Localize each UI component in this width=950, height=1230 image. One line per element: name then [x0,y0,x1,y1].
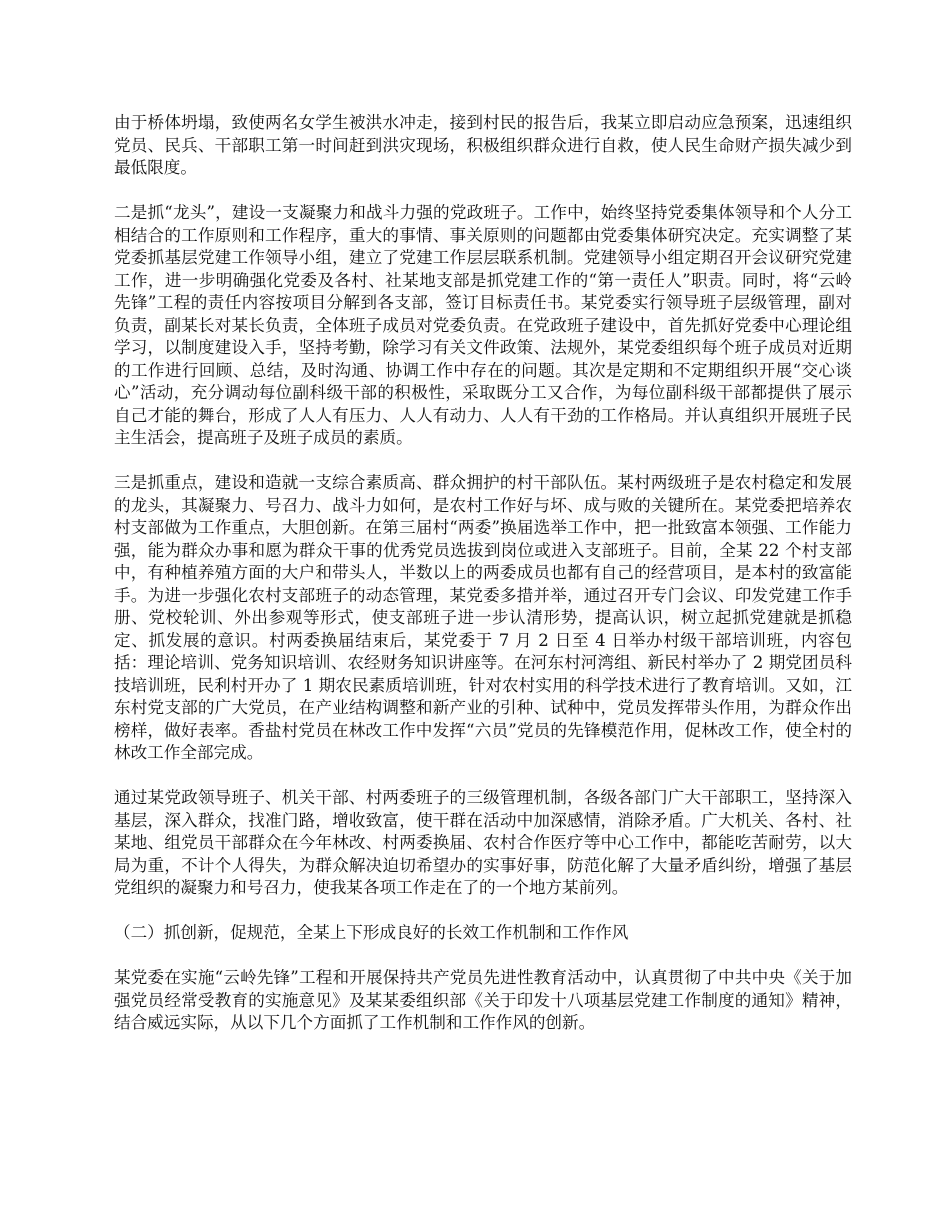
paragraph-flood-response: 由于桥体坍塌，致使两名女学生被洪水冲走，接到村民的报告后，我某立即启动应急预案，迅速组织党员、民兵、干部职工第一时间赶到洪灾现场，积极组织群众进行自救，使人民生命财产损失减少到最低限度。 [114,113,852,177]
paragraph-management-mechanism: 通过某党政领导班子、机关干部、村两委班子的三级管理机制，各级各部门广大干部职工，坚持深入基层，深入群众，找准门路，增收致富，使干群在活动中加深感情，消除矛盾。广大机关、各村、社某地、组党员干部群众在今年林改、村两委换届、农村合作医疗等中心工作中，都能吃苦耐劳，以大局为重，不计个人得失，为群众解决迫切希望办的实事好事，防范化解了大量矛盾纠纷，增强了基层党组织的凝聚力和号召力，使我某各项工作走在了的一个地方某前列。 [114,788,852,897]
section-heading-innovation: （二）抓创新，促规范，全某上下形成良好的长效工作机制和工作作风 [114,923,629,942]
paragraph-innovation-intro: 某党委在实施“云岭先锋”工程和开展保持共产党员先进性教育活动中，认真贯彻了中共中央《关于加强党员经常受教育的实施意见》及某某委组织部《关于印发十八项基层党建工作制度的通知》精神，结合威远实际，从以下几个方面抓了工作机制和工作作风的创新。 [114,968,852,1032]
paragraph-village-cadres: 三是抓重点，建设和造就一支综合素质高、群众拥护的村干部队伍。某村两级班子是农村稳定和发展的龙头，其凝聚力、号召力、战斗力如何，是农村工作好与坏、成与败的关键所在。某党委把培养农村支部做为工作重点，大胆创新。在第三届村“两委”换届选举工作中，把一批致富本领强、工作能力强，能为群众办事和愿为群众干事的优秀党员选拔到岗位或进入支部班子。目前，全某 22 个村支部中，有种植养殖方面的大户和带头人，半数以上的两委成员也都有自己的经营项目，是本村的致富能手。为进一步强化农村支部班子的动态管理，某党委多措并举，通过召开专门会议、印发党建工作手册、党校轮训、外出参观等形式，使支部班子进一步认清形势，提高认识，树立起抓党建就是抓稳定、抓发展的意识。村两委换届结束后，某党委于 7 月 2 日至 4 日举办村级干部培训班，内容包括：理论培训、党务知识培训、农经财务知识讲座等。在河东村河湾组、新民村举办了 2 期党团员科技培训班，民利村开办了 1 期农民素质培训班，针对农村实用的科学技术进行了教育培训。又如，江东村党支部的广大党员，在产业结构调整和新产业的引种、试种中，党员发挥带头作用，为群众作出榜样，做好表率。香盐村党员在林改工作中发挥“六员”党员的先锋模范作用，促林改工作，使全村的林改工作全部完成。 [114,473,852,762]
document-body [114,112,852,1035]
paragraph-leadership-team: 二是抓“龙头”，建设一支凝聚力和战斗力强的党政班子。工作中，始终坚持党委集体领导和个人分工相结合的工作原则和工作程序，重大的事情、事关原则的问题都由党委集体研究决定。充实调整了某党委抓基层党建工作领导小组，建立了党建工作层层联系机制。党建领导小组定期召开会议研究党建工作，进一步明确强化党委及各村、社某地支部是抓党建工作的“第一责任人”职责。同时，将“云岭先锋”工程的责任内容按项目分解到各支部，签订目标责任书。某党委实行领导班子层级管理，副对负责，副某长对某长负责，全体班子成员对党委负责。在党政班子建设中，首先抓好党委中心理论组学习，以制度建设入手，坚持考勤，除学习有关文件政策、法规外，某党委组织每个班子成员对近期的工作进行回顾、总结，及时沟通、协调工作中存在的问题。其次是定期和不定期组织开展“交心谈心”活动，充分调动每位副科级干部的积极性，采取既分工又合作，为每位副科级干部都提供了展示自己才能的舞台，形成了人人有压力、人人有动力、人人有干劲的工作格局。并认真组织开展班子民主生活会，提高班子及班子成员的素质。 [114,203,852,447]
